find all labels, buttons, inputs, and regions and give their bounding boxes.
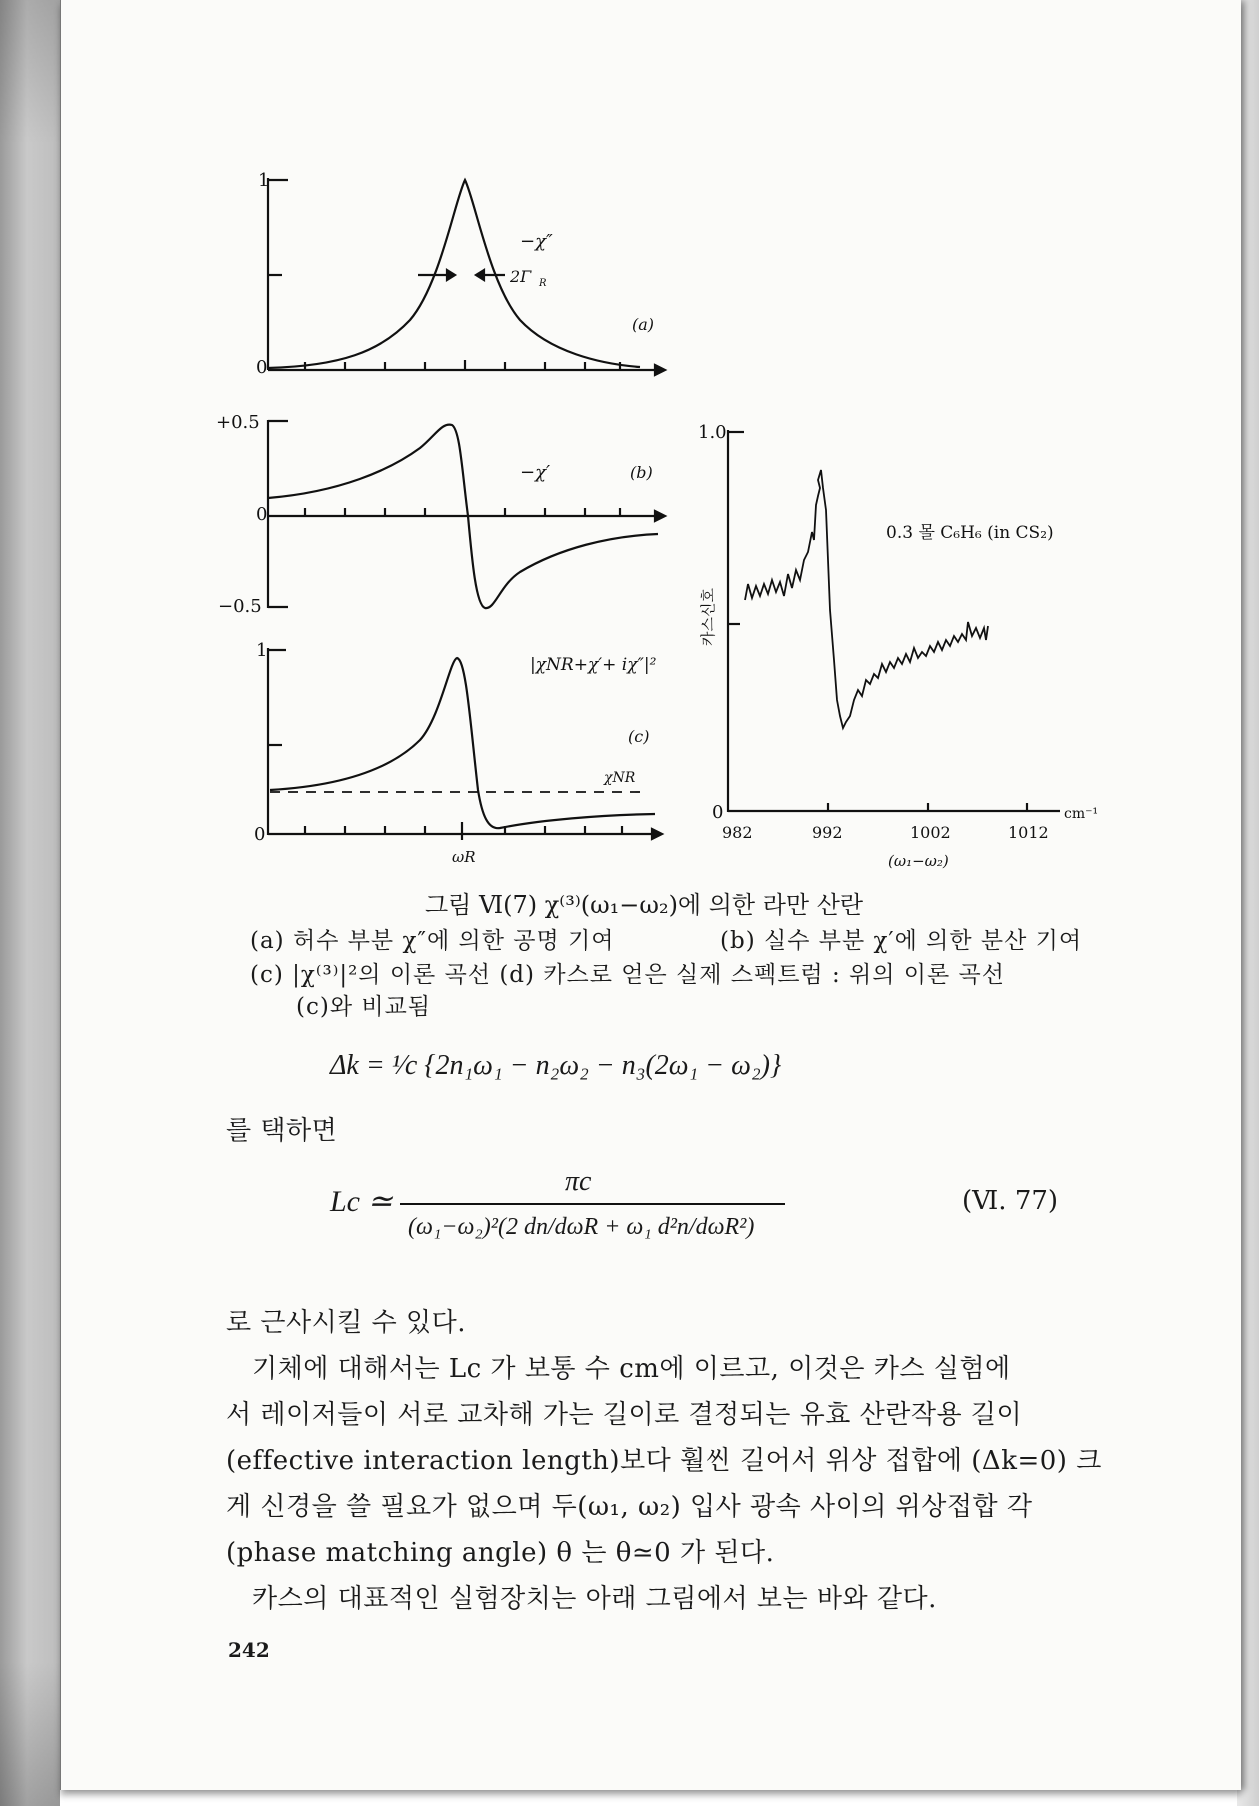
panel-d-tick-1002: 1002 <box>910 823 951 842</box>
panel-a-label: (a) <box>632 315 655 334</box>
panel-d-axes <box>728 430 1060 812</box>
body-line-3: 서 레이저들이 서로 교차해 가는 길이로 결정되는 유효 산란작용 길이 <box>226 1400 1023 1430</box>
panel-a-width-sub: R <box>539 278 547 289</box>
panel-b-y-zero: 0 <box>256 504 268 525</box>
panel-c-curve <box>270 658 655 828</box>
page-number: 242 <box>228 1638 270 1662</box>
text-before-equation: 를 택하면 <box>226 1116 338 1146</box>
body-line-1: 로 근사시킬 수 있다. <box>226 1308 466 1338</box>
panel-b-axes <box>268 420 665 608</box>
equation-lc-denominator: (ω₁−ω₂)²(2 dn/dωR + ω₁ d²n/dωR²) <box>408 1214 755 1240</box>
panel-d-tick-982: 982 <box>722 823 753 842</box>
panel-b-y-bottom: −0.5 <box>218 596 262 617</box>
panel-d-x-unit: cm⁻¹ <box>1064 806 1099 822</box>
equation-number: (Ⅵ. 77) <box>962 1186 1059 1216</box>
caption-line-b: (b) 실수 부분 χ′에 의한 분산 기여 <box>720 928 1083 954</box>
equation-lc-fraction-bar <box>400 1203 785 1205</box>
body-line-6: (phase matching angle) θ 는 θ≃0 가 된다. <box>226 1538 775 1568</box>
panel-d-x-label: (ω₁−ω₂) <box>888 852 949 870</box>
panel-b-label: (b) <box>630 463 653 482</box>
caption-line-cd: (c) |χ⁽³⁾|²의 이론 곡선 (d) 카스로 얻은 실제 스펙트럼 : 위의 이론 곡선 <box>250 962 1005 988</box>
panel-a-y-zero: 0 <box>256 357 268 378</box>
body-line-4: (effective interaction length)보다 훨씬 길어서 위상 접합에 (Δk=0) 크 <box>226 1446 1102 1476</box>
panel-d-spectrum <box>745 470 988 728</box>
panel-d-tick-992: 992 <box>812 823 843 842</box>
panel-a-curve-label: −χ″ <box>520 231 553 252</box>
panel-b-y-top: +0.5 <box>216 412 260 433</box>
figure-caption-title: 그림 Ⅵ(7) χ⁽³⁾(ω₁−ω₂)에 의한 라만 산란 <box>425 891 864 919</box>
caption-line-a: (a) 허수 부분 χ″에 의한 공명 기여 <box>250 928 615 954</box>
body-line-7: 카스의 대표적인 실험장치는 아래 그림에서 보는 바와 같다. <box>252 1584 937 1614</box>
caption-line-compare: (c)와 비교됨 <box>296 994 432 1020</box>
panel-c-label: (c) <box>628 727 650 746</box>
panel-b-curve-label: −χ′ <box>520 462 551 483</box>
body-line-2: 기체에 대해서는 Lc 가 보통 수 cm에 이르고, 이것은 카스 실험에 <box>252 1354 1011 1384</box>
panel-d-y-top: 1.0 <box>698 422 727 443</box>
equation-delta-k: Δk = ¹⁄c {2n₁ω₁ − n₂ω₂ − n₃(2ω₁ − ω₂)} <box>330 1050 782 1081</box>
panel-d-y-zero: 0 <box>712 802 724 823</box>
panel-c-y-top: 1 <box>256 640 268 661</box>
panel-d-y-label: 카스신호 <box>699 588 717 646</box>
panel-a-width-label: 2Γ <box>510 267 532 286</box>
panel-d-annotation: 0.3 몰 C₆H₆ (in CS₂) <box>886 523 1054 543</box>
body-line-5: 게 신경을 쓸 필요가 없으며 두(ω₁, ω₂) 입사 광속 사이의 위상접합 각 <box>226 1492 1033 1522</box>
panel-c-nr-label: χNR <box>604 770 636 786</box>
equation-lc-lhs: Lc ≃ <box>330 1185 393 1218</box>
panel-a-axes <box>268 178 665 375</box>
panel-c-curve-label: |χNR+χ′+ iχ″|² <box>530 655 657 675</box>
equation-lc-numerator: πc <box>565 1166 592 1197</box>
panel-a-y-top: 1 <box>258 170 270 191</box>
raman-figure <box>0 0 1259 880</box>
panel-d-tick-1012: 1012 <box>1008 823 1049 842</box>
panel-c-y-zero: 0 <box>254 824 266 845</box>
panel-c-x-label: ωR <box>452 848 476 866</box>
